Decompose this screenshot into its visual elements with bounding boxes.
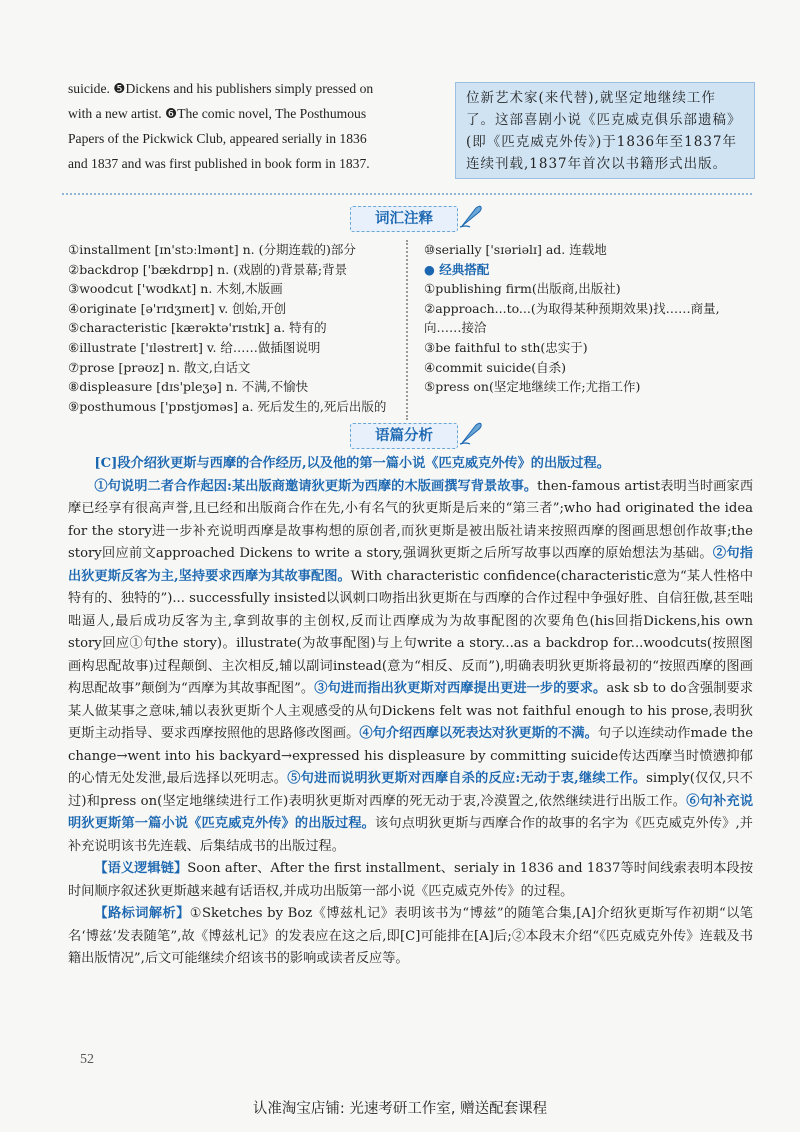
- collocation-item: ②approach...to...(为取得某种预期效果)找……商量,向……接洽: [424, 300, 720, 336]
- logic-chain-paragraph: [68, 858, 753, 903]
- analysis-highlight: ②句指出狄更斯反客为主,坚持要求西摩为其故事配图。: [68, 546, 753, 584]
- analysis-highlight: ⑤句进而说明狄更斯对西摩自杀的反应:无动于衷,继续工作。: [287, 771, 647, 786]
- column-divider: [406, 240, 414, 420]
- analysis-text: simply(仅仅,只不过)和press on(坚定地继续进行工作)表明狄更斯对西摩的死无动于衷,冷漠置之,依然继续进行出版工作。: [68, 771, 753, 809]
- collocation-item: ①publishing firm(出版商,出版社): [424, 281, 621, 297]
- english-line-2: with a new artist. ❻The comic novel, The Posthumous: [68, 106, 367, 121]
- analysis-section-title: 语篇分析: [350, 423, 458, 449]
- dotted-divider: [62, 193, 752, 195]
- analysis-highlight: ①句说明二者合作起因:某出版商邀请狄更斯为西摩的木版画撰写背景故事。: [94, 478, 538, 494]
- signpost-text: ①Sketches by Boz《博兹札记》表明该书为“博兹”的随笔合集,[A]介绍狄更斯写作初期“以笔名‘博兹’发表随笔”,故《博兹札记》的发表应在这之后,即[C]可能排在[A]后;②本段末介绍“《匹克威克外传》连载及书籍出版情况”,后文可能继续介绍该书的影响或读者反应等。: [68, 906, 753, 966]
- collocation-heading: ● 经典搭配: [424, 261, 490, 277]
- english-line-1: suicide. ❺Dickens and his publishers simply pressed on: [68, 81, 374, 96]
- vocab-item: ⑧displeasure [dɪs'pleʒə] n. 不满,不愉快: [68, 379, 309, 395]
- analysis-paragraph: [68, 476, 753, 859]
- vocab-item: ⑩serially ['sɪəriəlɪ] ad. 连载地: [424, 242, 607, 257]
- analysis-text: ask sb to do含强制要求某人做某事之意味,辅以表狄更斯个人主观感受的从句Dickens felt was not faithful enough to his prose,表明狄更斯主动指导、要求西摩按照他的思路修改图画。: [68, 681, 754, 741]
- discourse-analysis: [68, 453, 753, 971]
- analysis-text: 该句点明狄更斯与西摩合作的故事的名字为《匹克威克外传》,并补充说明该书先连载、后集结成书的出版过程。: [68, 816, 753, 854]
- vocab-item: ⑦prose [prəʊz] n. 散文,白话文: [68, 359, 251, 375]
- analysis-highlight: ⑥句补充说明狄更斯第一篇小说《匹克威克外传》的出版过程。: [68, 793, 754, 831]
- vocab-list: [68, 240, 398, 416]
- analysis-text: then-famous artist表明当时画家西摩已经享有很高声誉,且已经和出版商合作在先,小有名气的狄更斯是后来的“第三者”;who had originated the idea for the story进一步补充说明西摩是故事构想的原创者,而狄更斯是被出版社请来按照西摩的图画思想创作故事;the story回应前文approached Dickens to write a story,强调狄更斯之后所写故事以西摩的原始想法为基础。: [68, 478, 754, 561]
- vocab-item: ④originate [ə'rɪdʒɪneɪt] v. 创始,开创: [68, 300, 287, 316]
- footer-note: 认准淘宝店铺: 光速考研工作室, 赠送配套课程: [252, 1101, 548, 1117]
- analysis-text: 句子以连续动作made the change→went into his backyard→expressed his displeasure by committing suicide传达西摩当时愤懑抑郁的心情无处发泄,最后选择以死明志。: [68, 726, 754, 786]
- chinese-translation-box: 位新艺术家(来代替),就坚定地继续工作了。这部喜剧小说《匹克威克俱乐部遗稿》(即《匹克威克外传》)于1836年至1837年连续刊载,1837年首次以书籍形式出版。: [455, 82, 755, 179]
- signpost-paragraph: [68, 903, 753, 971]
- quill-pen-icon: [458, 203, 484, 229]
- vocab-item: ⑥illustrate ['ɪləstreɪt] v. 给……做插图说明: [68, 339, 321, 355]
- english-line-4: and 1837 and was first published in book form in 1837.: [68, 156, 370, 171]
- logic-chain-text: Soon after、After the first installment、serialy in 1836 and 1837等时间线索表明本段按时间顺序叙述狄更斯越来越有话语权,并成功出版第一部小说《匹克威克外传》的过程。: [68, 861, 754, 899]
- logic-chain-label: 【语义逻辑链】: [94, 861, 188, 876]
- page-number: 52: [80, 1052, 94, 1067]
- vocab-item: ⑨posthumous ['pɒstjʊməs] a. 死后发生的,死后出版的: [68, 398, 387, 414]
- vocab-section-title: 词汇注释: [350, 206, 458, 232]
- analysis-text: With characteristic confidence(characteristic意为“某人性格中特有的、独特的”)... successfully insisted以讽刺口吻指出狄更斯在与西摩的合作过程中争强好胜、自信狂傲,甚至咄咄逼人,最后成功反客为主,拿到故事的主创权,反而让西摩成为为故事配图的次要角色(his回指Dickens,his own story回应①句the story)。illustrate(为故事配图)与上句write a story...as a backdrop for...woodcuts(按照图画构思配故事)过程颠倒、主次相反,辅以副词instead(意为“相反、反而”),明确表明狄更斯将最初的“按照西摩的图画构思配故事”颠倒为“西摩为其故事配图”。: [68, 568, 754, 696]
- vocab-item: ②backdrop ['bækdrɒp] n. (戏剧的)背景幕;背景: [68, 261, 348, 277]
- collocation-item: ③be faithful to sth(忠实于): [424, 339, 588, 355]
- vocab-item: ③woodcut ['wʊdkʌt] n. 木刻,木版画: [68, 281, 283, 297]
- analysis-lead: [C]段介绍狄更斯与西摩的合作经历,以及他的第一篇小说《匹克威克外传》的出版过程。: [94, 456, 610, 471]
- collocation-list: [424, 240, 754, 397]
- quill-pen-icon: [458, 420, 484, 446]
- collocation-item: ④commit suicide(自杀): [424, 359, 567, 375]
- analysis-highlight: ④句介绍西摩以死表达对狄更斯的不满。: [359, 726, 598, 741]
- english-passage: [68, 76, 448, 176]
- vocab-item: ⑤characteristic [kærəktə'rɪstɪk] a. 特有的: [68, 320, 327, 336]
- vocab-item: ①installment [ɪn'stɔːlmənt] n. (分期连载的)部分: [68, 242, 356, 257]
- analysis-highlight: ③句进而指出狄更斯对西摩提出更进一步的要求。: [314, 681, 607, 696]
- english-line-3: Papers of the Pickwick Club, appeared serially in 1836: [68, 131, 367, 146]
- collocation-item: ⑤press on(坚定地继续工作;尤指工作): [424, 379, 641, 395]
- signpost-label: 【路标词解析】: [94, 906, 190, 921]
